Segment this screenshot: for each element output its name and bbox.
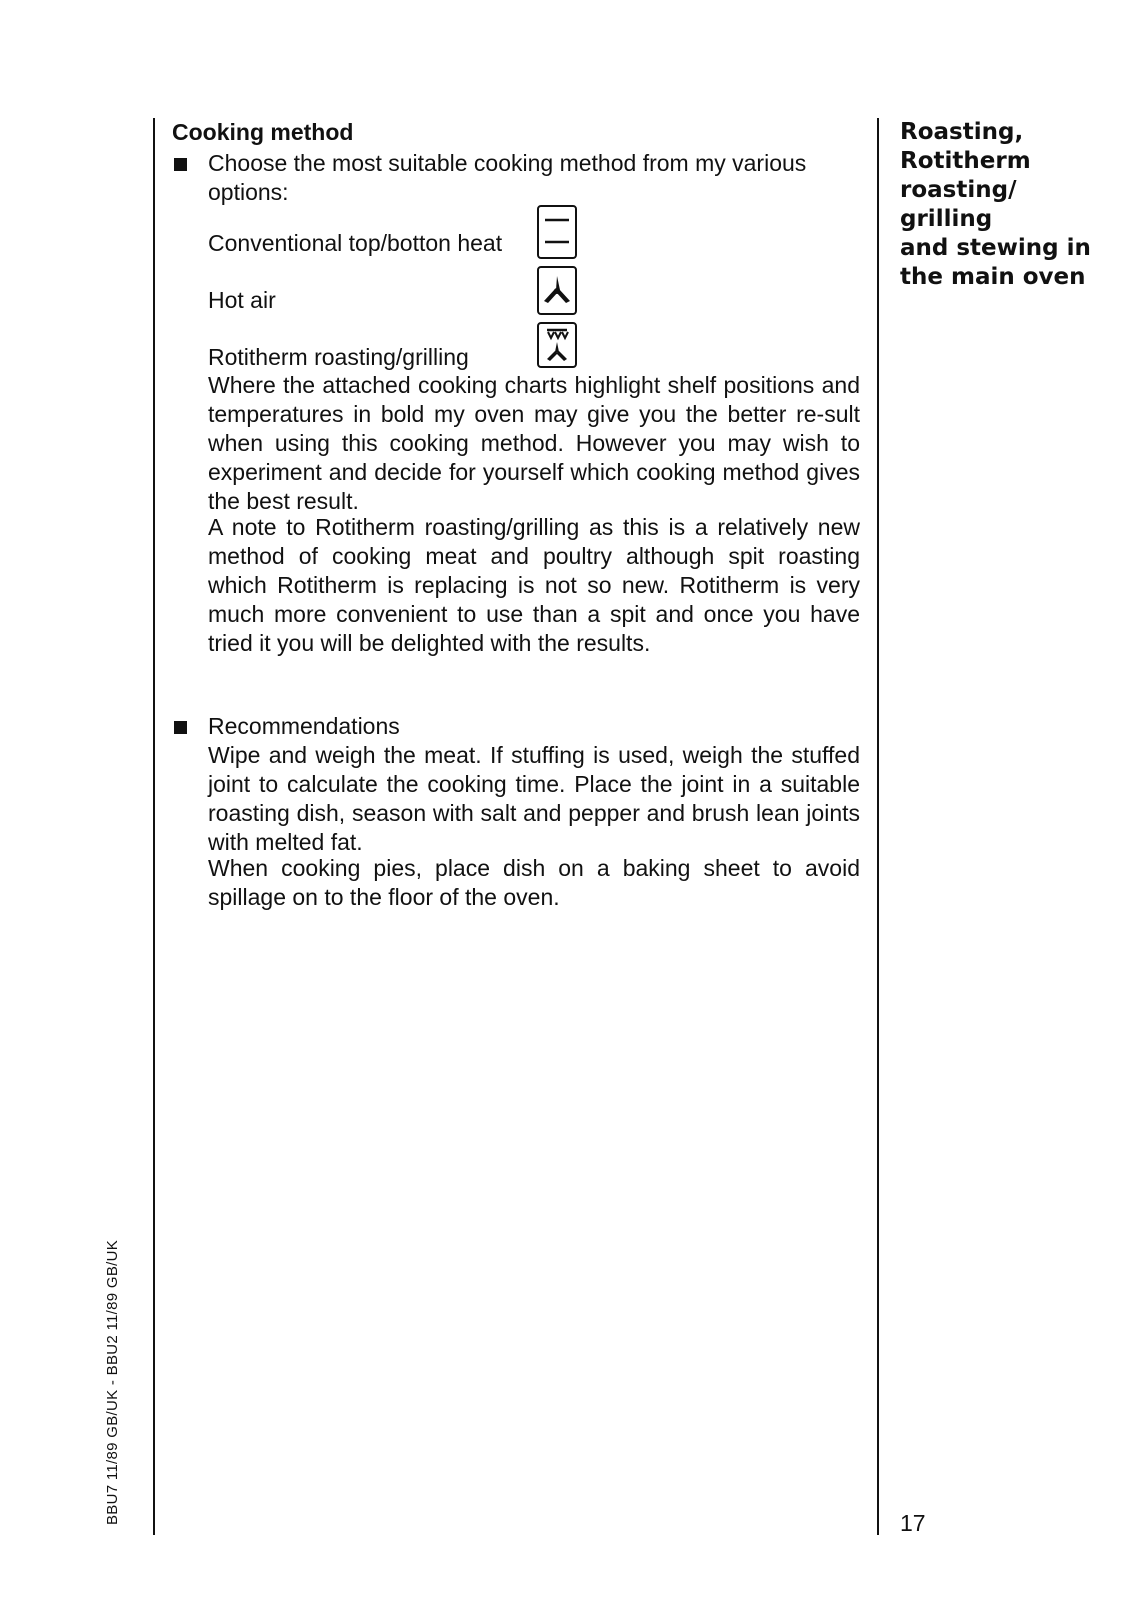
intro-bullet [172, 149, 862, 207]
sidebar-line: grilling [900, 206, 993, 232]
fan-hot-air-icon [537, 266, 577, 315]
paragraph-recommendations: Wipe and weigh the meat. If stuffing is used, weigh the stuffed joint to calculate the cooking time. Place the joint in a suitable roasting dish, season with salt and pepper and brush lean joints with melted fat. [208, 742, 860, 855]
option-conventional-label: Conventional top/botton heat [208, 230, 503, 256]
paragraph-pies: When cooking pies, place dish on a baking sheet to avoid spillage on to the floor of the oven. [208, 855, 860, 910]
option-hot-air-label: Hot air [208, 287, 276, 313]
recommendations-title: Recommendations [208, 713, 400, 739]
right-column-rule [877, 118, 879, 1535]
bullet-square-icon [174, 158, 187, 171]
conventional-heat-icon [537, 205, 577, 259]
left-column-rule [153, 118, 155, 1535]
bullet-square-icon [174, 721, 187, 734]
intro-text: Choose the most suitable cooking method from my various options: [208, 150, 807, 205]
sidebar-title [900, 118, 1125, 292]
section-heading: Cooking method [172, 119, 354, 145]
sidebar-line: roasting/ [900, 177, 1017, 203]
main-column [172, 118, 862, 207]
paragraph-cooking-charts: Where the attached cooking charts highlight shelf positions and temperatures in bold my oven may give you the better re-sult when using this cooking method. However you may wish to experiment and decide for yourself which cooking method gives the best result. [208, 372, 860, 514]
sidebar-line: the main oven [900, 264, 1086, 290]
sidebar-line: Roasting, [900, 119, 1024, 145]
sidebar-line: and stewing in [900, 235, 1091, 261]
page-number: 17 [900, 1510, 926, 1536]
option-rotitherm-label: Rotitherm roasting/grilling [208, 344, 469, 370]
sidebar-line: Rotitherm [900, 148, 1031, 174]
footer-document-code: BBU7 11/89 GB/UK - BBU2 11/89 GB/UK [104, 1239, 121, 1525]
recommendations-bullet [172, 712, 862, 741]
paragraph-rotitherm-note: A note to Rotitherm roasting/grilling as this is a relatively new method of cooking meat and poultry although spit roasting which Rotitherm is replacing is not so new. Rotitherm is very much more convenient to use than a spit and once you have tried it you will be delighted with the results. [208, 514, 860, 656]
rotitherm-icon [537, 322, 577, 368]
